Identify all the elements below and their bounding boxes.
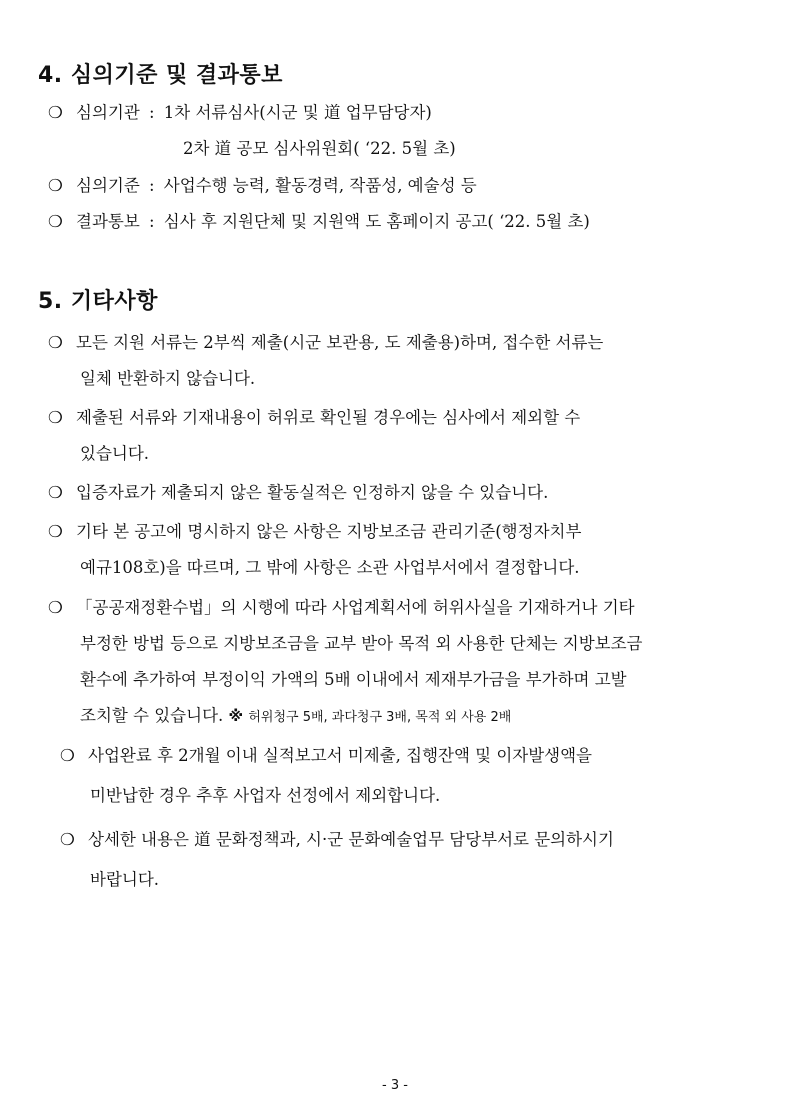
item-text: 「공공재정환수법」의 시행에 따라 사업계획서에 허위사실을 기재하거나 기타 <box>76 598 635 617</box>
item-colon: : <box>148 103 155 122</box>
section-4-heading: 4. 심의기준 및 결과통보 <box>38 63 283 88</box>
penalty-note: 허위청구 5배, 과다청구 3배, 목적 외 사용 2배 <box>248 710 512 725</box>
circle-bullet-icon: ❍ <box>60 830 75 849</box>
list-item <box>48 329 603 353</box>
item-colon: : <box>148 176 155 195</box>
list-item <box>60 742 592 766</box>
item-text-continued: 있습니다. <box>80 444 150 463</box>
circle-bullet-icon: ❍ <box>60 746 75 765</box>
circle-bullet-icon: ❍ <box>48 483 63 502</box>
item-text: 모든 지원 서류는 2부씩 제출(시군 보관용, 도 제출용)하며, 접수한 서류는 <box>76 333 604 352</box>
circle-bullet-icon: ❍ <box>48 103 63 122</box>
item-text: 입증자료가 제출되지 않은 활동실적은 인정하지 않을 수 있습니다. <box>76 483 549 502</box>
item-text-continued <box>80 702 511 726</box>
item-value: 1차 서류심사(시군 및 道 업무담당자) <box>163 103 432 122</box>
circle-bullet-icon: ❍ <box>48 408 63 427</box>
item-text-continued: 환수에 추가하여 부정이익 가액의 5배 이내에서 제재부가금을 부가하며 고발 <box>80 670 627 689</box>
criteria-item-notice <box>48 208 590 232</box>
item-label: 심의기관 <box>76 103 140 122</box>
item-text-end: 조치할 수 있습니다. <box>80 706 224 725</box>
item-text: 기타 본 공고에 명시하지 않은 사항은 지방보조금 관리기준(행정자치부 <box>76 522 582 541</box>
item-text-continued: 예규108호)을 따르며, 그 밖에 사항은 소관 사업부서에서 결정합니다. <box>80 558 580 577</box>
item-text-continued: 부정한 방법 등으로 지방보조금을 교부 받아 목적 외 사용한 단체는 지방보조금 <box>80 634 643 653</box>
circle-bullet-icon: ❍ <box>48 333 63 352</box>
item-value: 심사 후 지원단체 및 지원액 도 홈페이지 공고( ‘22. 5월 초) <box>163 212 590 231</box>
item-label: 결과통보 <box>76 212 140 231</box>
item-text-continued: 바랍니다. <box>90 870 160 889</box>
item-text: 사업완료 후 2개월 이내 실적보고서 미제출, 집행잔액 및 이자발생액을 <box>88 746 592 765</box>
list-item <box>48 518 581 542</box>
item-text-continued: 미반납한 경우 추후 사업자 선정에서 제외합니다. <box>90 786 441 805</box>
list-item <box>48 594 635 618</box>
circle-bullet-icon: ❍ <box>48 522 63 541</box>
list-item <box>48 479 548 503</box>
list-item <box>60 826 614 850</box>
item-text: 상세한 내용은 道 문화정책과, 시·군 문화예술업무 담당부서로 문의하시기 <box>88 830 614 849</box>
circle-bullet-icon: ❍ <box>48 176 63 195</box>
page-number: - 3 - <box>382 1078 408 1093</box>
criteria-item-institution <box>48 99 432 123</box>
circle-bullet-icon: ❍ <box>48 212 63 231</box>
item-label: 심의기준 <box>76 176 140 195</box>
item-text: 제출된 서류와 기재내용이 허위로 확인될 경우에는 심사에서 제외할 수 <box>76 408 581 427</box>
item-value: 사업수행 능력, 활동경력, 작품성, 예술성 등 <box>163 176 477 195</box>
list-item <box>48 404 580 428</box>
item-colon: : <box>148 212 155 231</box>
criteria-item-standard <box>48 172 477 196</box>
item-text-continued: 일체 반환하지 않습니다. <box>80 369 256 388</box>
reference-mark-icon: ※ <box>228 707 244 725</box>
section-5-heading: 5. 기타사항 <box>38 289 158 314</box>
item-value-continued: 2차 道 공모 심사위원회( ‘22. 5월 초) <box>183 139 456 158</box>
circle-bullet-icon: ❍ <box>48 598 63 617</box>
